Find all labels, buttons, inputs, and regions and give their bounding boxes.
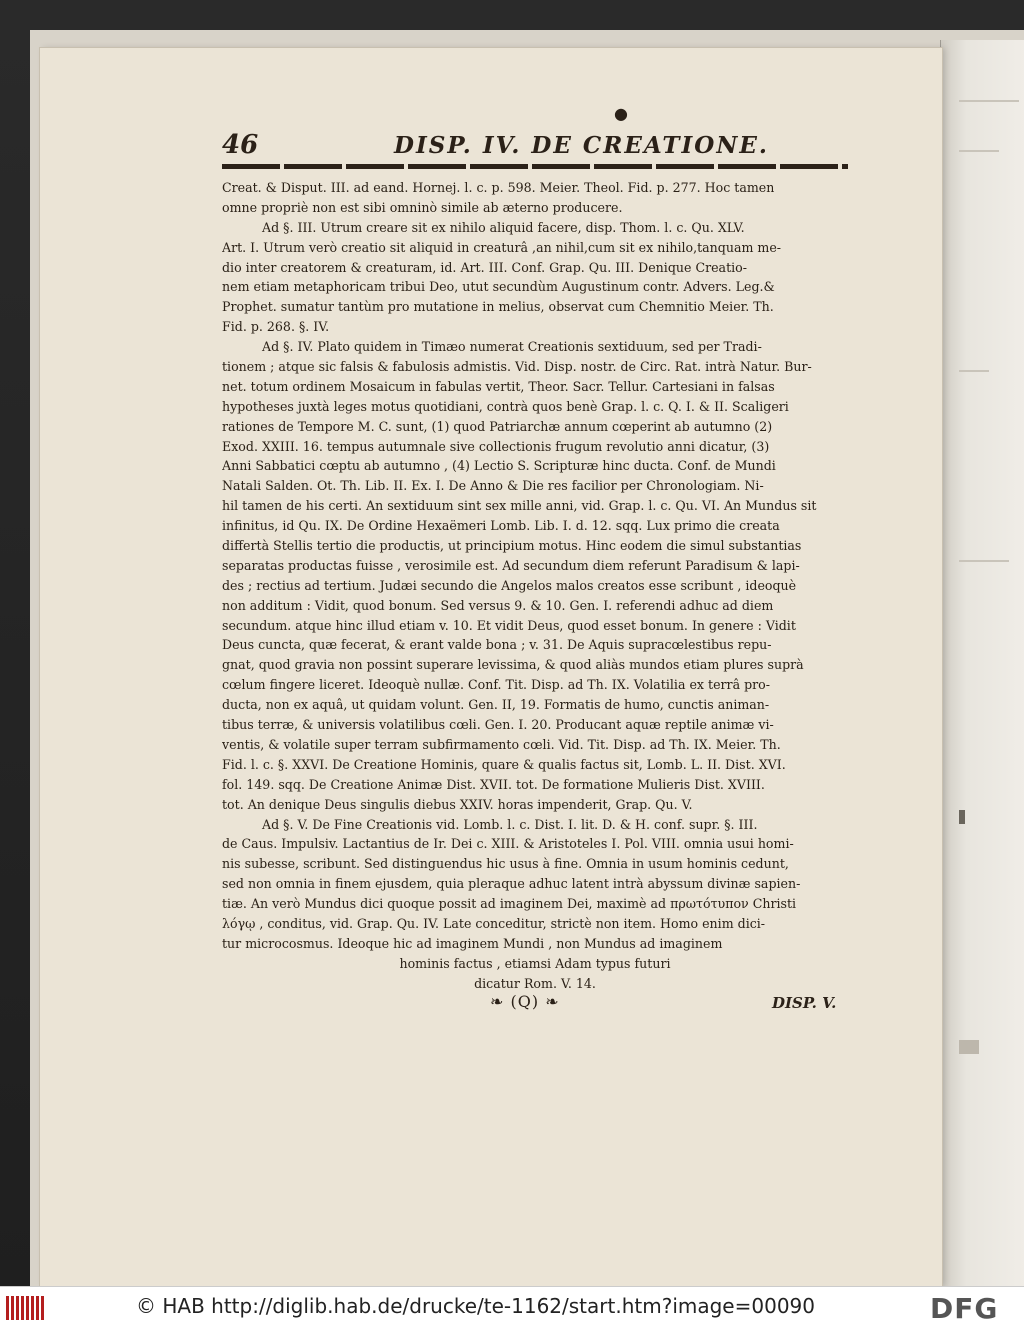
margin-mark	[959, 810, 965, 824]
text-line: Fid. l. c. §. XXVI. De Creatione Hominis, quare & qualis factus sit, Lomb. L. II. Dist. XVI.	[222, 756, 786, 772]
page-number: 46	[222, 130, 259, 160]
text-line: tiæ. An verò Mundus dici quoque possit ad imaginem Dei, maximè ad πρωτότυπον Christi	[222, 896, 797, 912]
text-line: hil tamen de his certi. An sextiduum sint sex mille anni, vid. Grap. l. c. Qu. VI. An Mundus sit	[222, 498, 817, 514]
signature-mark: ❧ (Q) ❧	[490, 992, 560, 1011]
text-line: ventis, & volatile super terram subfirmamento cœli. Vid. Tit. Disp. ad Th. IX. Meier. Th.	[222, 736, 781, 752]
running-title: DISP. IV. DE CREATIONE.	[394, 132, 769, 159]
text-line: Anni Sabbatici cœptu ab autumno , (4) Lectio S. Scripturæ hinc ducta. Conf. de Mundi	[222, 458, 776, 474]
text-line: infinitus, id Qu. IX. De Ordine Hexaëmeri Lomb. Lib. I. d. 12. sqq. Lux primo die creata	[222, 518, 780, 534]
text-line: Prophet. sumatur tantùm pro mutatione in melius, observat cum Chemnitio Meier. Th.	[222, 299, 774, 315]
text-line: dio inter creatorem & creaturam, id. Art. III. Conf. Grap. Qu. III. Denique Creatio-	[222, 259, 747, 275]
text-line: net. totum ordinem Mosaicum in fabulas vertit, Theor. Sacr. Tellur. Cartesiani in falsas	[222, 378, 775, 394]
text-line: Ad §. III. Utrum creare sit ex nihilo aliquid facere, disp. Thom. l. c. Qu. XLV.	[262, 219, 745, 235]
header-rule	[222, 164, 848, 169]
text-line: Ad §. IV. Plato quidem in Timæo numerat Creationis sextiduum, sed per Tradi-	[262, 339, 762, 355]
text-line: sed non omnia in finem ejusdem, quia pleraque adhuc latent intrà abyssum divinæ sapien-	[222, 876, 801, 892]
text-line: Natali Salden. Ot. Th. Lib. II. Ex. I. De Anno & Die res facilior per Chronologiam. Ni-	[222, 478, 764, 494]
text-line: des ; rectius ad tertium. Judæi secundo die Angelos malos creatos esse scribunt , ideoquè	[222, 577, 797, 593]
bleed-through-mark	[959, 100, 1019, 102]
bleed-through-mark	[959, 150, 999, 152]
body-text	[222, 178, 848, 994]
adjacent-page-edge	[940, 40, 1024, 1286]
text-line: separatas productas fuisse , verosimile est. Ad secundum diem referunt Paradisum & lapi-	[222, 557, 800, 573]
text-line: Exod. XXIII. 16. tempus autumnale sive collectionis frugum revolutio anni dicatur, (3)	[222, 438, 770, 454]
text-line: Creat. & Disput. III. ad eand. Hornej. l. c. p. 598. Meier. Theol. Fid. p. 277. Hoc tamen	[222, 180, 775, 195]
text-line: secundum. atque hinc illud etiam v. 10. Et vidit Deus, quod esset bonum. In genere : Vidit	[222, 617, 796, 633]
closing-line: dicatur Rom. V. 14.	[474, 975, 596, 991]
signature-text: (Q)	[510, 992, 540, 1011]
text-line: cœlum fingere liceret. Ideoquè nullæ. Conf. Tit. Disp. ad Th. IX. Volatilia ex terrâ pro-	[222, 677, 771, 693]
text-line: fol. 149. sqq. De Creatione Animæ Dist. XVII. tot. De formatione Mulieris Dist. XVIII.	[222, 776, 765, 792]
text-line: rationes de Tempore M. C. sunt, (1) quod Patriarchæ annum cœperint ab autumno (2)	[222, 418, 773, 434]
closing-line: hominis factus , etiamsi Adam typus futuri	[399, 955, 671, 971]
text-line: omne propriè non est sibi omninò simile ab æterno producere.	[222, 199, 623, 215]
text-line: Ad §. V. De Fine Creationis vid. Lomb. l. c. Dist. I. lit. D. & H. conf. supr. §. III.	[262, 816, 758, 832]
printer-ornament: ●	[614, 104, 628, 123]
page-header	[222, 130, 848, 164]
copyright-link[interactable]: © HAB http://diglib.hab.de/drucke/te-1162/start.htm?image=00090	[136, 1294, 815, 1318]
text-line: de Caus. Impulsiv. Lactantius de Ir. Dei c. XIII. & Aristoteles I. Pol. VIII. omnia usui homi-	[222, 836, 794, 852]
catchword: DISP. V.	[772, 994, 837, 1012]
text-line: tibus terræ, & universis volatilibus cœli. Gen. I. 20. Producant aquæ reptile animæ vi-	[222, 717, 774, 733]
text-line: non additum : Vidit, quod bonum. Sed versus 9. & 10. Gen. I. referendi adhuc ad diem	[222, 597, 774, 613]
text-line: ducta, non ex aquâ, ut quidam volunt. Gen. II, 19. Formatis de humo, cunctis animan-	[222, 697, 770, 713]
text-line: Art. I. Utrum verò creatio sit aliquid in creaturâ ,an nihil,cum sit ex nihilo,tanquam me-	[222, 239, 782, 255]
text-line: nis subesse, scribunt. Sed distinguendus hic usus à fine. Omnia in usum hominis cedunt,	[222, 856, 789, 872]
text-line: tur microcosmus. Ideoque hic ad imaginem Mundi , non Mundus ad imaginem	[222, 935, 723, 951]
text-line: λόγῳ , conditus, vid. Grap. Qu. IV. Late conceditur, strictè non item. Homo enim dici-	[222, 915, 766, 931]
text-line: tionem ; atque sic falsis & fabulosis admistis. Vid. Disp. nostr. de Circ. Rat. intrà Natur. Bur-	[222, 359, 812, 375]
text-line: Deus cuncta, quæ fecerat, & erant valde bona ; v. 31. De Aquis supracœlestibus repu-	[222, 637, 772, 653]
bleed-through-mark	[959, 370, 989, 372]
text-line: nem etiam metaphoricam tribui Deo, utut secundùm Augustinum contr. Advers. Leg.&	[222, 279, 775, 295]
text-line: hypotheses juxtà leges motus quotidiani, contrà quos benè Grap. l. c. Q. I. & II. Scaligeri	[222, 398, 789, 414]
text-line: tot. An denique Deus singulis diebus XXIV. horas impenderit, Grap. Qu. V.	[222, 796, 693, 812]
bleed-through-mark	[959, 560, 1009, 562]
bleed-through-mark	[959, 1040, 979, 1054]
text-line: differtà Stellis tertio die productis, ut principium motus. Hinc eodem die simul substantias	[222, 538, 802, 554]
text-line: gnat, quod gravia non possint superare levissima, & quod aliàs mundos etiam plures suprà	[222, 657, 804, 673]
hab-logo-icon	[6, 1296, 46, 1320]
dfg-logo: DFG	[930, 1292, 999, 1325]
text-line: Fid. p. 268. §. IV.	[222, 319, 330, 335]
